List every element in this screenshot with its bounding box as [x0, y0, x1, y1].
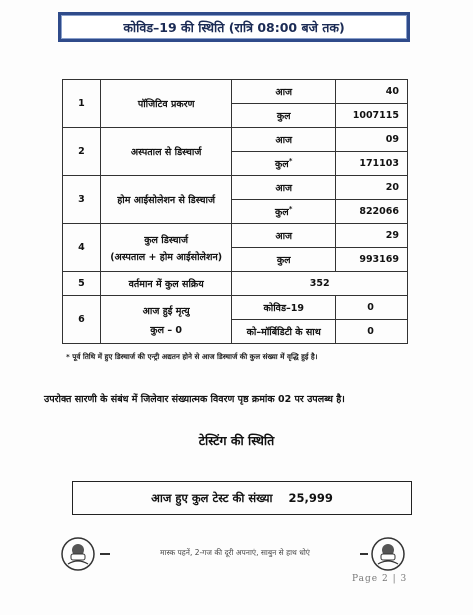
row-description-line2: (अस्पताल + होम आईसोलेशन) [110, 251, 223, 263]
table-row [63, 224, 408, 248]
row-description-line2: कुल – 0 [150, 324, 182, 336]
table-row [63, 80, 408, 104]
row-description-line1: आज हुई मृत्यु [142, 305, 190, 317]
table-row [63, 176, 408, 200]
row-description: पॉजिटिव प्रकरण [100, 80, 232, 128]
row-label: कुल* [232, 152, 336, 176]
row-value: 0 [336, 296, 408, 320]
page-number: Page 2 | 3 [352, 574, 408, 584]
row-value: 352 [232, 272, 408, 296]
row-description: अस्पताल से डिस्चार्ज [100, 128, 232, 176]
serial-number: 5 [63, 272, 101, 296]
covid-status-table [62, 79, 408, 344]
testing-value: 25,999 [288, 491, 333, 505]
serial-number: 4 [63, 224, 101, 272]
row-description [100, 296, 232, 344]
row-label: आज [232, 224, 336, 248]
row-description [100, 224, 232, 272]
row-label: कुल [232, 104, 336, 128]
row-value: 822066 [336, 200, 408, 224]
row-label: कोविड–19 [232, 296, 336, 320]
footer-slogan: मास्क पहनें, 2-गज की दूरी अपनाएं, साबुन से हाथ धोएं [110, 548, 360, 558]
table-row [63, 128, 408, 152]
serial-number: 2 [63, 128, 101, 176]
table-row [63, 272, 408, 296]
page-title: कोविड–19 की स्थिति (रात्रि 08:00 बजे तक) [58, 12, 410, 42]
reference-note: उपरोक्त सारणी के संबंध में जिलेवार संख्यात्मक विवरण पृष्ठ क्रमांक 02 पर उपलब्ध है। [44, 394, 345, 405]
row-description-line1: कुल डिस्चार्ज [144, 234, 189, 246]
row-label: कुल [232, 248, 336, 272]
mask-emblem-icon [370, 536, 406, 572]
footnote: * पूर्व तिथि में हुए डिस्चार्ज की एन्ट्री अद्यतन होने से आज डिस्चार्ज की कुल संख्या में वृद्धि हुई है। [66, 352, 318, 361]
row-description: वर्तमान में कुल सक्रिय [100, 272, 232, 296]
serial-number: 3 [63, 176, 101, 224]
row-value: 993169 [336, 248, 408, 272]
row-label: आज [232, 80, 336, 104]
row-label: आज [232, 176, 336, 200]
testing-title: टेस्टिंग की स्थिति [198, 433, 275, 448]
testing-box [72, 481, 412, 515]
row-label: कुल* [232, 200, 336, 224]
row-label: को–मॉर्बिडिटी के साथ [232, 320, 336, 344]
row-value: 29 [336, 224, 408, 248]
serial-number: 1 [63, 80, 101, 128]
row-value: 1007115 [336, 104, 408, 128]
row-value: 40 [336, 80, 408, 104]
row-value: 20 [336, 176, 408, 200]
testing-label: आज हुए कुल टेस्ट की संख्या [151, 490, 273, 505]
row-value: 0 [336, 320, 408, 344]
table-row [63, 296, 408, 320]
row-value: 09 [336, 128, 408, 152]
row-description: होम आईसोलेशन से डिस्चार्ज [100, 176, 232, 224]
asterisk-mark: * [288, 204, 293, 213]
asterisk-mark: * [288, 156, 293, 165]
serial-number: 6 [63, 296, 101, 344]
mask-emblem-icon [60, 536, 96, 572]
row-label: आज [232, 128, 336, 152]
row-value: 171103 [336, 152, 408, 176]
